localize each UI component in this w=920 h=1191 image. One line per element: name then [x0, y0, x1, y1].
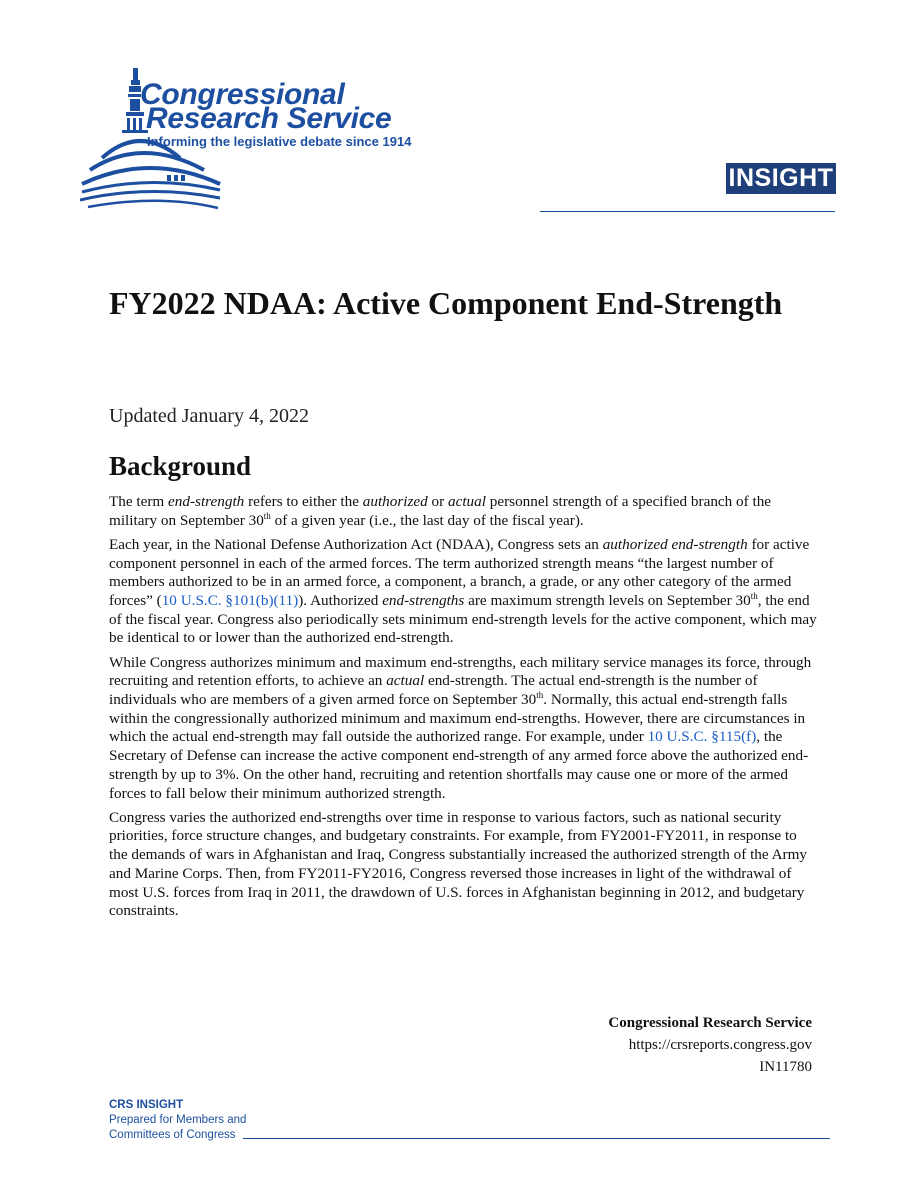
term-end-strength: end-strength — [168, 493, 245, 510]
paragraph-2: Each year, in the National Defense Authorization Act (NDAA), Congress sets an authorized end-strength for active component personnel in each of the armed forces. The term authorized strength means “the largest number of members authorized to be in an armed force, a component, a branch, a grade, or any other category of the armed forces” (10 U.S.C. §101(b)(11)). Authorized end-strengths are maximum strength levels on September 30th, the end of the fiscal year. Congress also periodically sets minimum end-strength levels for the active component, which may be identical to or lower than the authorized end-strength. — [109, 535, 817, 647]
prepared-for-line2: Committees of Congress — [109, 1129, 236, 1141]
footer-info — [608, 1012, 812, 1078]
org-name-line2: Research Service — [146, 102, 392, 135]
paragraph-1: The term end-strength refers to either the authorized or actual personnel strength of a specified branch of the military on September 30th of a given year (i.e., the last day of the fiscal year). — [109, 493, 772, 529]
usc-101-link[interactable]: 10 U.S.C. §101(b)(11) — [161, 592, 299, 610]
crs-insight-label — [109, 1098, 246, 1143]
usc-115f-link[interactable]: 10 U.S.C. §115(f) — [647, 728, 757, 746]
paragraph-4: Congress varies the authorized end-strengths over time in response to various factors, such as national security priorities, force structure changes, and budgetary constraints. For example, from FY2001-FY2011, in response to the demands of wars in Afghanistan and Iraq, Congress substantially increased the authorized strength of the Army and Marine Corps. Then, from FY2011-FY2016, Congress reversed those increases in light of the withdrawal of most U.S. forces from Iraq in 2011, the drawdown of U.S. forces in Afghanistan beginning in 2012, and budgetary constraints. — [109, 808, 808, 920]
article-body — [109, 493, 819, 926]
updated-date: Updated January 4, 2022 — [109, 405, 309, 427]
org-tagline: Informing the legislative debate since 1914 — [147, 134, 412, 149]
footer-org: Congressional Research Service — [608, 1015, 812, 1031]
insight-badge: INSIGHT — [726, 163, 836, 194]
header-divider — [540, 211, 835, 212]
org-name-line1: Congressional — [140, 78, 345, 111]
paragraph-3: While Congress authorizes minimum and maximum end-strengths, each military service manages its force, through recruiting and retention efforts, to achieve an actual end-strength. The actual end-strength is the number of individuals who are members of a given armed force on September 30th. Normally, this actual end-strength falls within the congressionally authorized minimum and maximum end-strengths. However, there are circumstances in which the actual end-strength may fall outside the authorized range. For example, under 10 U.S.C. §115(f), the Secretary of Defense can increase the active component end-strength of any armed force above the authorized end-strength by up to 3%. On the other hand, recruiting and retention shortfalls may cause one or more of the armed forces to fall below their minimum authorized strength. — [109, 653, 812, 802]
footer-report-id: IN11780 — [759, 1059, 812, 1075]
footer-url[interactable]: https://crsreports.congress.gov — [628, 1037, 812, 1053]
footer-divider — [243, 1138, 830, 1139]
crs-insight-heading: CRS INSIGHT — [109, 1099, 184, 1111]
section-heading-background: Background — [109, 451, 252, 481]
page-title: FY2022 NDAA: Active Component End-Strength — [109, 285, 783, 321]
prepared-for-line1: Prepared for Members and — [109, 1114, 247, 1126]
